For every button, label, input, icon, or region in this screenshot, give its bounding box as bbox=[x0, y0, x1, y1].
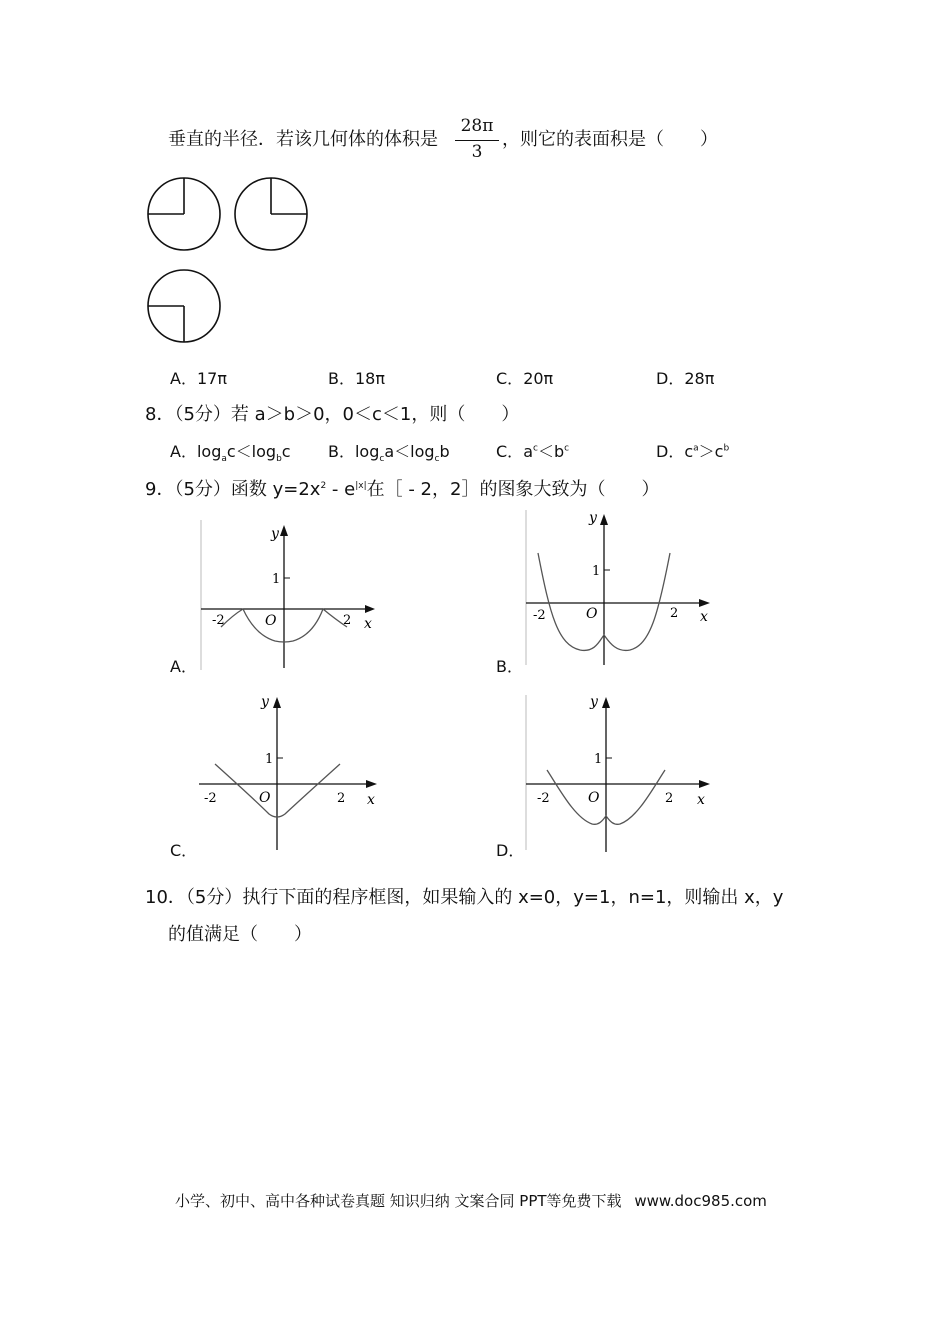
svg-text:-2: -2 bbox=[533, 608, 546, 623]
svg-text:2: 2 bbox=[343, 613, 352, 628]
side-view bbox=[235, 178, 307, 250]
svg-text:1: 1 bbox=[265, 752, 274, 767]
q7-stem bbox=[168, 125, 438, 151]
svg-text:-2: -2 bbox=[204, 791, 217, 806]
q10-stem-line2: 的值满足（ ） bbox=[168, 924, 312, 945]
q7-stem-before: 垂直的半径．若该几何体的体积是 bbox=[168, 129, 438, 150]
svg-text:x: x bbox=[700, 609, 708, 625]
svg-text:O: O bbox=[586, 606, 598, 622]
page-footer bbox=[175, 1190, 767, 1211]
option-value: 17π bbox=[196, 369, 227, 388]
q10-stem-line1: 10．（5分）执行下面的程序框图，如果输入的 x=0，y=1，n=1，则输出 x，y bbox=[145, 887, 784, 908]
q9-graph-d bbox=[520, 690, 720, 855]
svg-text:2: 2 bbox=[337, 791, 346, 806]
q7-option-a bbox=[170, 366, 227, 389]
option-label: D． bbox=[656, 369, 685, 388]
option-value: 28π bbox=[684, 369, 715, 388]
svg-text:1: 1 bbox=[594, 752, 603, 767]
svg-text:-2: -2 bbox=[212, 613, 225, 628]
q9-graph-c bbox=[195, 690, 385, 855]
q9-graph-b bbox=[520, 505, 720, 670]
q9-graph-c-label: C． bbox=[170, 841, 198, 860]
q7-stem-after: ，则它的表面积是（ ） bbox=[502, 129, 718, 150]
svg-text:x: x bbox=[367, 792, 375, 808]
q8-option-a: A．$\log_ac<\log_bc$ bbox=[170, 442, 291, 465]
svg-text:x: x bbox=[364, 616, 372, 632]
svg-text:y: y bbox=[271, 526, 279, 542]
svg-text:y: y bbox=[589, 510, 597, 526]
option-value: 18π bbox=[354, 369, 385, 388]
svg-text:1: 1 bbox=[272, 572, 281, 587]
q9-graph-b-label: B． bbox=[496, 657, 523, 676]
q9-graph-a-label: A． bbox=[170, 657, 197, 676]
q7-option-b bbox=[328, 366, 385, 389]
q8-option-b: B．$\log_ca<\log_cb$ bbox=[328, 442, 450, 465]
q8-option-d: D．$c^a>c^b$ bbox=[656, 442, 730, 461]
top-view bbox=[148, 270, 220, 342]
option-label: B． bbox=[328, 369, 355, 388]
option-label: A． bbox=[170, 369, 197, 388]
q7-three-view-figure bbox=[140, 170, 320, 350]
q7-option-c bbox=[496, 366, 553, 389]
svg-text:O: O bbox=[265, 613, 277, 629]
q8-stem: 8．（5分）若 a＞b＞0，0＜c＜1，则（ ） bbox=[145, 404, 520, 425]
q7-fraction-bar bbox=[455, 140, 499, 141]
q8-option-c: C．$a^c<b^c$ bbox=[496, 442, 570, 461]
svg-text:2: 2 bbox=[670, 606, 679, 621]
svg-text:1: 1 bbox=[592, 564, 601, 579]
svg-text:O: O bbox=[259, 790, 271, 806]
q7-fraction-denominator: 3 bbox=[471, 142, 483, 162]
q9-graph-a bbox=[195, 515, 395, 675]
svg-text:-2: -2 bbox=[537, 791, 550, 806]
option-label: C． bbox=[496, 369, 524, 388]
svg-text:y: y bbox=[261, 694, 269, 710]
svg-text:y: y bbox=[590, 694, 598, 710]
footer-text: 小学、初中、高中各种试卷真题 知识归纳 文案合同 PPT等免费下载 bbox=[175, 1192, 622, 1210]
front-view bbox=[148, 178, 220, 250]
q9-graph-d-label: D． bbox=[496, 841, 525, 860]
svg-text:2: 2 bbox=[665, 791, 674, 806]
footer-url[interactable]: www.doc985.com bbox=[634, 1192, 767, 1210]
option-value: 20π bbox=[523, 369, 554, 388]
q7-fraction-numerator: 28π bbox=[460, 116, 494, 136]
q7-option-d bbox=[656, 366, 714, 389]
svg-text:O: O bbox=[588, 790, 600, 806]
svg-text:x: x bbox=[697, 792, 705, 808]
q9-stem: 9．（5分）函数 $y=2x^2 - e^{|x|}$在［ - 2，2］的图象大致为（ ） bbox=[145, 479, 660, 500]
